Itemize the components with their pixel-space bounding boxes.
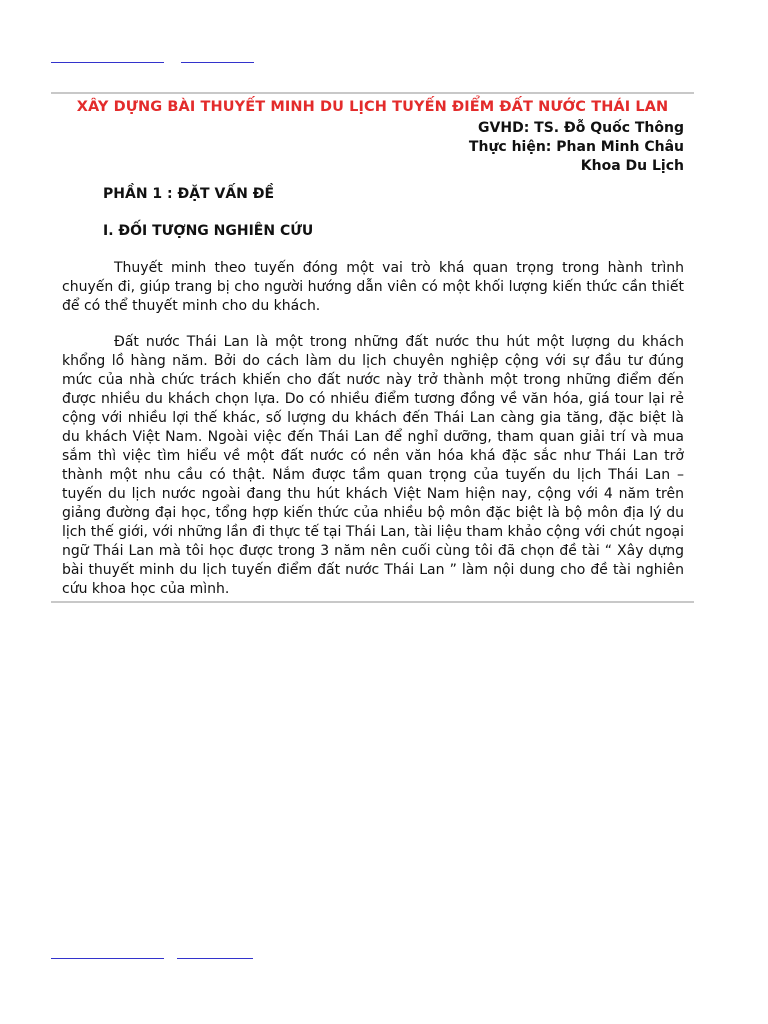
document-title: XÂY DỰNG BÀI THUYẾT MINH DU LỊCH TUYẾN ĐIỂM ĐẤT NƯỚC THÁI LAN: [76, 99, 669, 115]
section-heading: I. ĐỐI TƯỢNG NGHIÊN CỨU: [103, 223, 314, 239]
body-paragraph: Đất nước Thái Lan là một trong những đất nước thu hút một lượng du khách khổng lồ hàng năm. Bởi do cách làm du lịch chuyên nghiệp cộng với sự đầu tư đúng mức của nhà chức trách khiến cho đất nước này trở thành một trong những điểm đến được nhiều du khách chọn lựa. Do có nhiều điểm tương đồng về văn hóa, giá tour lại rẻ cộng với nhiều lợi thế khác, số lượng du khách đến Thái Lan càng gia tăng, đặc biệt là du khách Việt Nam. Ngoài việc đến Thái Lan để nghỉ dưỡng, tham quan giải trí và mua sắm thì việc tìm hiểu về một đất nước có nền văn hóa khá đặc sắc như Thái Lan trở thành một nhu cầu có thật. Nắm được tầm quan trọng của tuyến du lịch Thái Lan – tuyến du lịch nước ngoài đang thu hút khách Việt Nam hiện nay, cộng với 4 năm trên giảng đường đại học, tổng hợp kiến thức của nhiều bộ môn đặc biệt là bộ môn địa lý du lịch thế giới, với những lần đi thực tế tại Thái Lan, tài liệu tham khảo cộng với chút ngoại ngữ Thái Lan mà tôi học được trong 3 năm nên cuối cùng tôi đã chọn đề tài “ Xây dựng bài thuyết minh du lịch tuyến điểm đất nước Thái Lan ” làm nội dung cho đề tài nghiên cứu khoa học của mình.: [62, 334, 684, 597]
header-link-2[interactable]: [181, 62, 254, 63]
body-paragraph: Thuyết minh theo tuyến đóng một vai trò khá quan trọng trong hành trình chuyến đi, giúp trang bị cho người hướng dẫn viên có một khối lượng kiến thức cần thiết để có thể thuyết minh cho du khách.: [62, 260, 684, 314]
author-line: Thực hiện: Phan Minh Châu: [468, 139, 684, 155]
header-link-2-anchor[interactable]: [181, 63, 254, 65]
footer-link-1-anchor[interactable]: [51, 959, 164, 961]
footer-link-2-anchor[interactable]: [177, 959, 253, 961]
footer-link-2[interactable]: [177, 958, 253, 959]
footer-link-1[interactable]: [51, 958, 164, 959]
department-line: Khoa Du Lịch: [580, 158, 684, 174]
header-link-1-anchor[interactable]: [51, 63, 164, 65]
part-heading: PHẦN 1 : ĐẶT VẤN ĐỀ: [103, 186, 275, 202]
advisor-line: GVHD: TS. Đỗ Quốc Thông: [478, 120, 684, 136]
document-content: [51, 92, 694, 603]
header-link-1[interactable]: [51, 62, 164, 63]
